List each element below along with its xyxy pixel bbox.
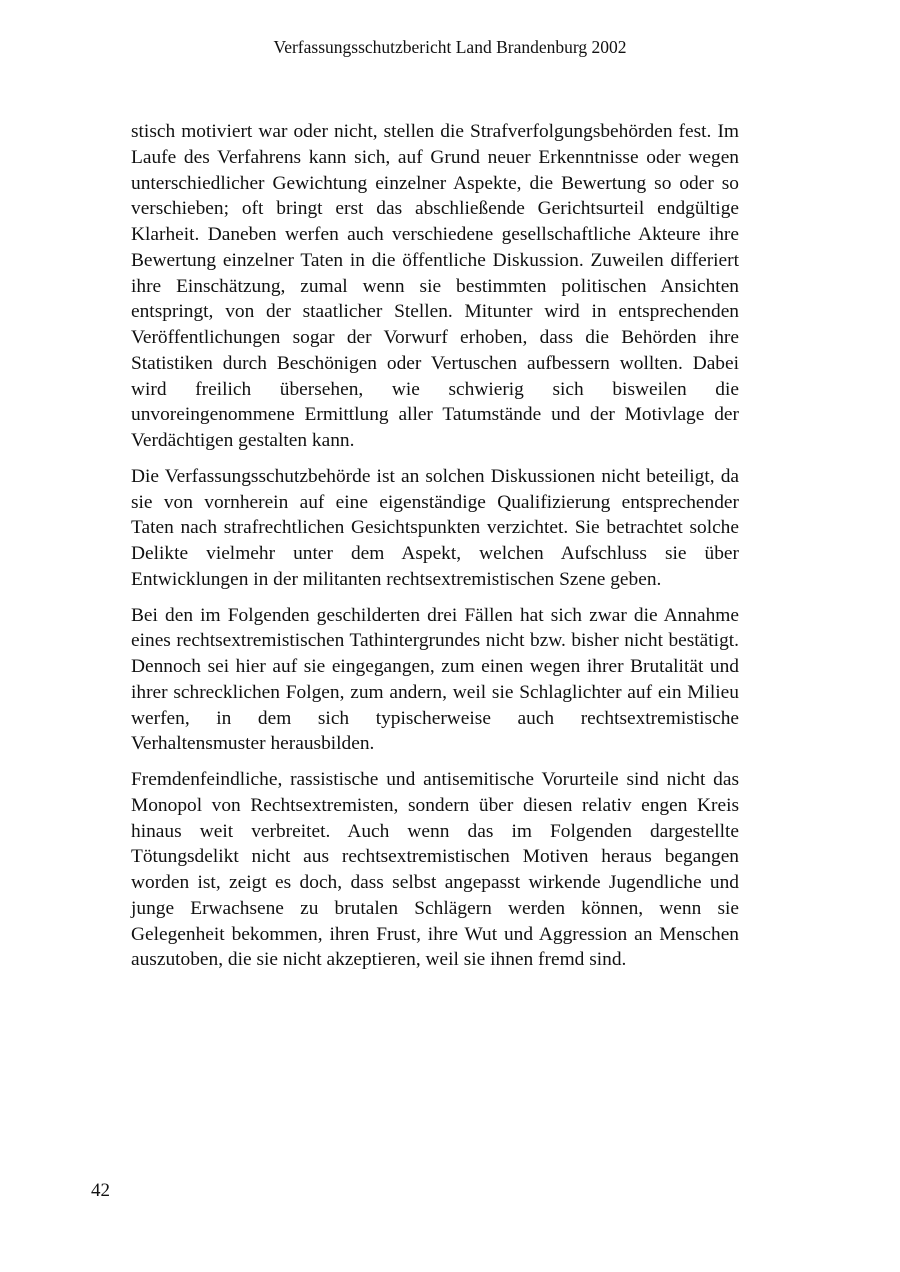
page-number: 42 [91, 1180, 110, 1201]
paragraph: Bei den im Folgenden geschilderten drei Fällen hat sich zwar die Annahme eines rechtsextremistischen Tathintergrundes nicht bzw. bisher nicht bestätigt. Dennoch sei hier auf sie eingegangen, zum einen wegen ihrer Brutalität und ihrer schrecklichen Folgen, zum andern, weil sie Schlaglichter auf ein Milieu werfen, in dem sich typischerweise auch rechtsextremistische Verhaltensmuster herausbilden. [131, 604, 739, 755]
paragraph: Die Verfassungsschutzbehörde ist an solchen Diskussionen nicht beteiligt, da sie von vornherein auf eine eigenständige Qualifizierung entsprechender Taten nach strafrechtlichen Gesichtspunkten verzichtet. Sie betrachtet solche Delikte vielmehr unter dem Aspekt, welchen Aufschluss sie über Entwicklungen in der militanten rechtsextremistischen Szene geben. [131, 465, 739, 590]
body-text [131, 119, 739, 983]
running-header: Verfassungsschutzbericht Land Brandenburg 2002 [273, 37, 627, 57]
paragraph: Fremdenfeindliche, rassistische und antisemitische Vorurteile sind nicht das Monopol von Rechtsextremisten, sondern über diesen relativ engen Kreis hinaus weit verbreitet. Auch wenn das im Folgenden dargestellte Tötungsdelikt nicht aus rechtsextremistischen Motiven heraus begangen worden ist, zeigt es doch, dass selbst angepasst wirkende Jugendliche und junge Erwachsene zu brutalen Schlägern werden können, wenn sie Gelegenheit bekommen, ihren Frust, ihre Wut und Aggression an Menschen auszutoben, die sie nicht akzeptieren, weil sie ihnen fremd sind. [131, 769, 739, 971]
paragraph: stisch motiviert war oder nicht, stellen die Strafverfolgungsbehörden fest. Im Laufe des Verfahrens kann sich, auf Grund neuer Erkenntnisse oder wegen unterschiedlicher Gewichtung einzelner Aspekte, die Bewertung so oder so verschieben; oft bringt erst das abschließende Gerichtsurteil endgültige Klarheit. Daneben werfen auch verschiedene gesellschaftliche Akteure ihre Bewertung einzelner Taten in die öffentliche Diskussion. Zuweilen differiert ihre Einschätzung, zumal wenn sie bestimmten politischen Ansichten entspringt, von der staatlicher Stellen. Mitunter wird in entsprechenden Veröffentlichungen sogar der Vorwurf erhoben, dass die Behörden ihre Statistiken durch Beschönigen oder Vertuschen aufbessern wollten. Dabei wird freilich übersehen, wie schwierig sich bisweilen die unvoreingenommene Ermittlung aller Tatumstände und der Motivlage der Verdächtigen gestalten kann. [131, 121, 739, 451]
